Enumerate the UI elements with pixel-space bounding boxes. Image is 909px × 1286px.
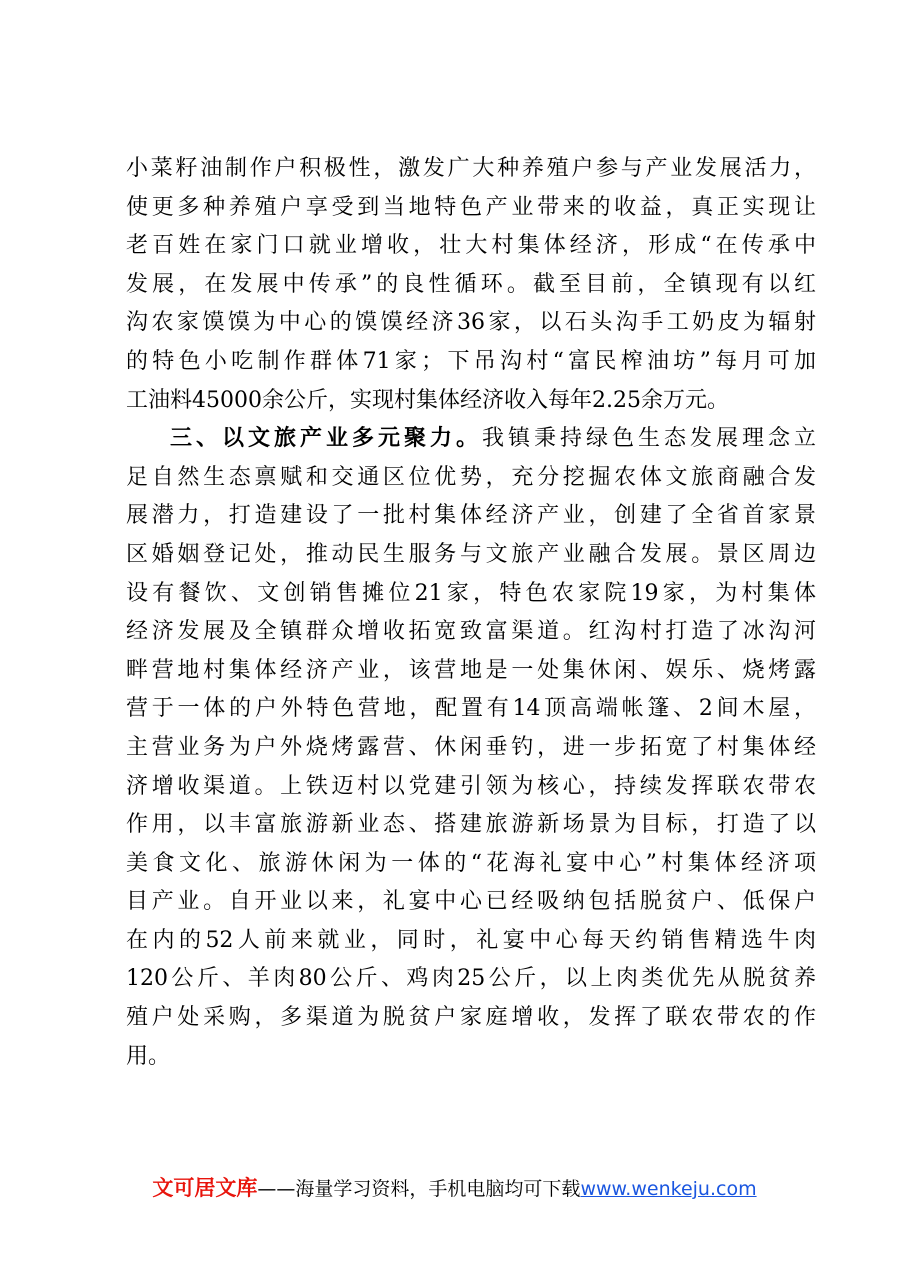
paragraph-line: 目产业。自开业以来，礼宴中心已经吸纳包括脱贫户、低保户 (126, 889, 816, 915)
paragraph-line: 展潜力，打造建设了一批村集体经济产业，创建了全省首家景 (126, 503, 816, 529)
paragraph-line: 设有餐饮、文创销售摊位21家，特色农家院19家，为村集体 (126, 580, 816, 606)
footer-link[interactable]: www.wenkeju.com (580, 1178, 757, 1200)
paragraph-line: 的特色小吃制作群体71家；下吊沟村“富民榨油坊”每月可加 (126, 348, 816, 374)
paragraph-line: 工油料45000余公斤，实现村集体经济收入每年2.25余万元。 (126, 387, 729, 413)
paragraph-line: 小菜籽油制作户积极性，激发广大种养殖户参与产业发展活力， (126, 156, 816, 181)
paragraph-line: 120公斤、羊肉80公斤、鸡肉25公斤，以上肉类优先从脱贫养 (126, 966, 816, 992)
footer-banner (0, 1174, 909, 1203)
paragraph-line: 发展，在发展中传承”的良性循环。截至目前，全镇现有以红 (126, 271, 816, 297)
paragraph-line: 使更多种养殖户享受到当地特色产业带来的收益，真正实现让 (126, 194, 816, 220)
paragraph-line: 老百姓在家门口就业增收，壮大村集体经济，形成“在传承中 (126, 233, 816, 259)
paragraph-line: 主营业务为户外烧烤露营、休闲垂钓，进一步拓宽了村集体经 (126, 734, 816, 760)
section-first-line-text: 我镇秉持绿色生态发展理念立 (482, 426, 816, 452)
paragraph-line: 区婚姻登记处，推动民生服务与文旅产业融合发展。景区周边 (126, 541, 816, 567)
paragraph-line: 经济发展及全镇群众增收拓宽致富渠道。红沟村打造了冰沟河 (126, 619, 816, 645)
paragraph-line: 在内的52人前来就业，同时，礼宴中心每天约销售精选牛肉 (126, 927, 816, 953)
paragraph-line: 足自然生态禀赋和交通区位优势，充分挖掘农体文旅商融合发 (126, 464, 816, 490)
paragraph-line: 营于一体的户外特色营地，配置有14顶高端帐篷、2间木屋， (126, 696, 816, 722)
section-heading: 三、以文旅产业多元聚力。 (170, 426, 482, 452)
paragraph-line: 美食文化、旅游休闲为一体的“花海礼宴中心”村集体经济项 (126, 850, 816, 876)
footer-brand: 文可居文库 (152, 1176, 258, 1200)
paragraph-line: 殖户处采购，多渠道为脱贫户家庭增收，发挥了联农带农的作 (126, 1005, 816, 1031)
document-body (126, 150, 816, 1076)
paragraph-line: 用。 (126, 1043, 171, 1069)
footer-slogan: ——海量学习资料，手机电脑均可下载 (257, 1178, 581, 1200)
paragraph-line: 沟农家馍馍为中心的馍馍经济36家，以石头沟手工奶皮为辐射 (126, 310, 816, 336)
paragraph-line: 畔营地村集体经济产业，该营地是一处集休闲、娱乐、烧烤露 (126, 657, 816, 683)
paragraph-line: 济增收渠道。上铁迈村以党建引领为核心，持续发挥联农带农 (126, 773, 816, 799)
section-first-line (126, 420, 816, 459)
paragraph-line: 作用，以丰富旅游新业态、搭建旅游新场景为目标，打造了以 (126, 812, 816, 838)
